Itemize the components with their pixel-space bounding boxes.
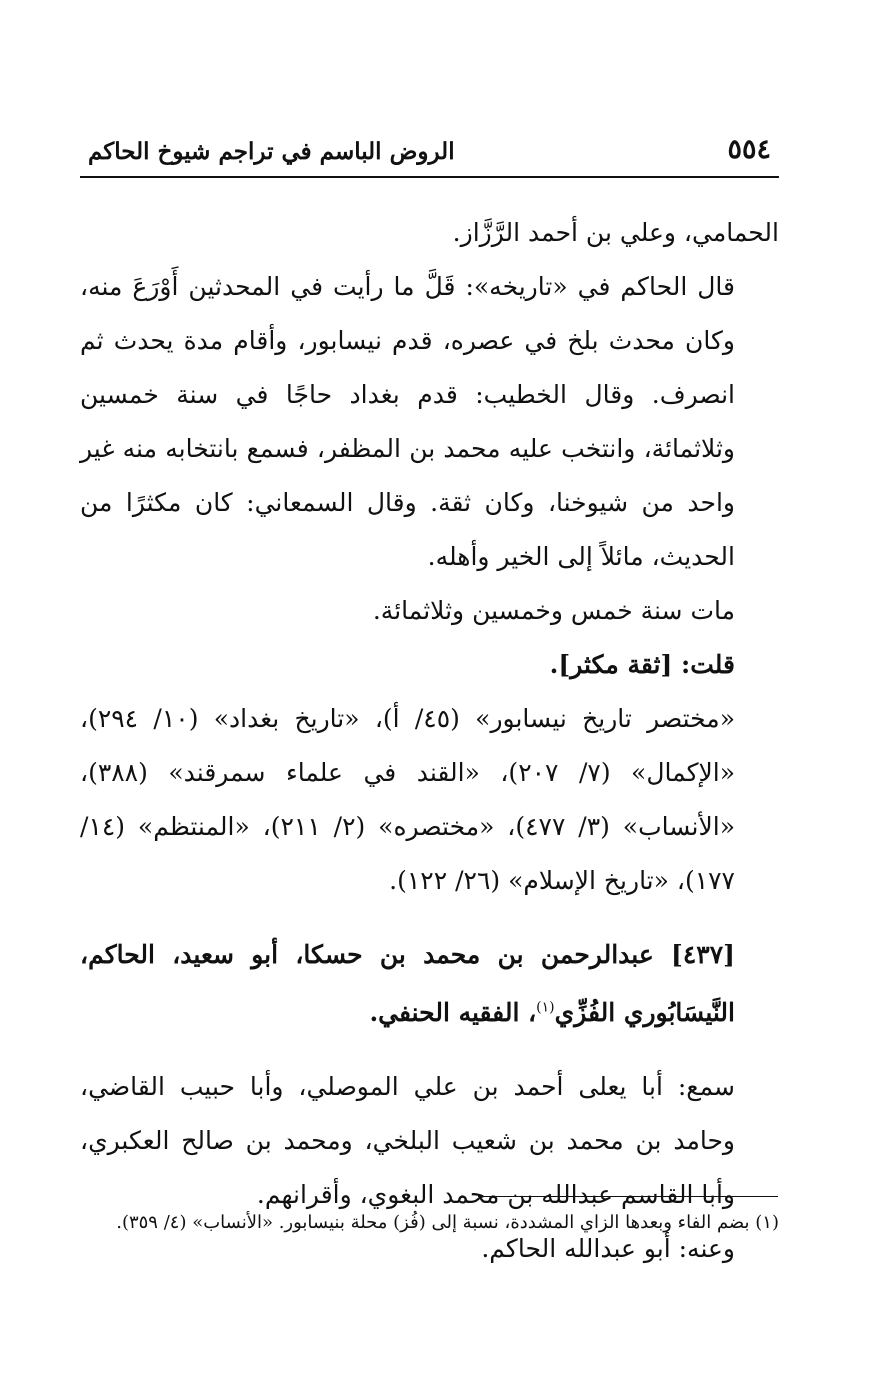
running-title: الروض الباسم في تراجم شيوخ الحاكم [88, 138, 455, 165]
paragraph-teachers: سمع: أبا يعلى أحمد بن علي الموصلي، وأبا حبيب القاضي، وحامد بن محمد بن شعيب البلخي، ومحمد بن صالح العكبري، وأبا القاسم عبدالله بن محمد البغوي، وأقرانهم. [80, 1072, 735, 1209]
footnote-marker: (١) [536, 999, 555, 1016]
entry-heading-name: [٤٣٧] عبدالرحمن بن محمد بن حسكا، أبو سعيد، الحاكم، النَّيسَابُوري الفُزِّي [80, 940, 735, 1027]
paragraph-verdict: قلت: [ثقة مكثر]. [549, 650, 735, 679]
entry-heading-tail: ، الفقيه الحنفي. [369, 998, 537, 1027]
entry-heading [80, 926, 779, 1042]
paragraph-sources: «مختصر تاريخ نيسابور» (٤٥/ أ)، «تاريخ بغداد» (١٠/ ٢٩٤)، «الإكمال» (٧/ ٢٠٧)، «القند في علماء سمرقند» (٣٨٨)، «الأنساب» (٣/ ٤٧٧)، «مختصره» (٢/ ٢١١)، «المنتظم» (١٤/ ١٧٧)، «تاريخ الإسلام» (٢٦/ ١٢٢). [80, 704, 735, 895]
page-number: ٥٥٤ [727, 134, 771, 165]
footnote-divider [478, 1196, 778, 1197]
paragraph-students: وعنه: أبو عبدالله الحاكم. [481, 1234, 735, 1263]
paragraph-quotes: قال الحاكم في «تاريخه»: قَلَّ ما رأيت في المحدثين أَوْرَعَ منه، وكان محدث بلخ في عصره، قدم نيسابور، وأقام مدة يحدث ثم انصرف. وقال الخطيب: قدم بغداد حاجًا في سنة خمسين وثلاثمائة، وانتخب عليه محمد بن المظفر، فسمع بانتخابه منه غير واحد من شيوخنا، وكان ثقة. وقال السمعاني: كان مكثرًا من الحديث، مائلاً إلى الخير وأهله. [80, 272, 735, 571]
footnote: (١) بضم الفاء وبعدها الزاي المشددة، نسبة إلى (فُز) محلة بنيسابور. «الأنساب» (٤/ ٣٥٩). [116, 1212, 779, 1233]
main-text [80, 206, 779, 1276]
paragraph-continuation: الحمامي، وعلي بن أحمد الرَّزَّاز. [452, 218, 779, 247]
page-header [80, 132, 779, 178]
paragraph-death: مات سنة خمس وخمسين وثلاثمائة. [372, 596, 735, 625]
